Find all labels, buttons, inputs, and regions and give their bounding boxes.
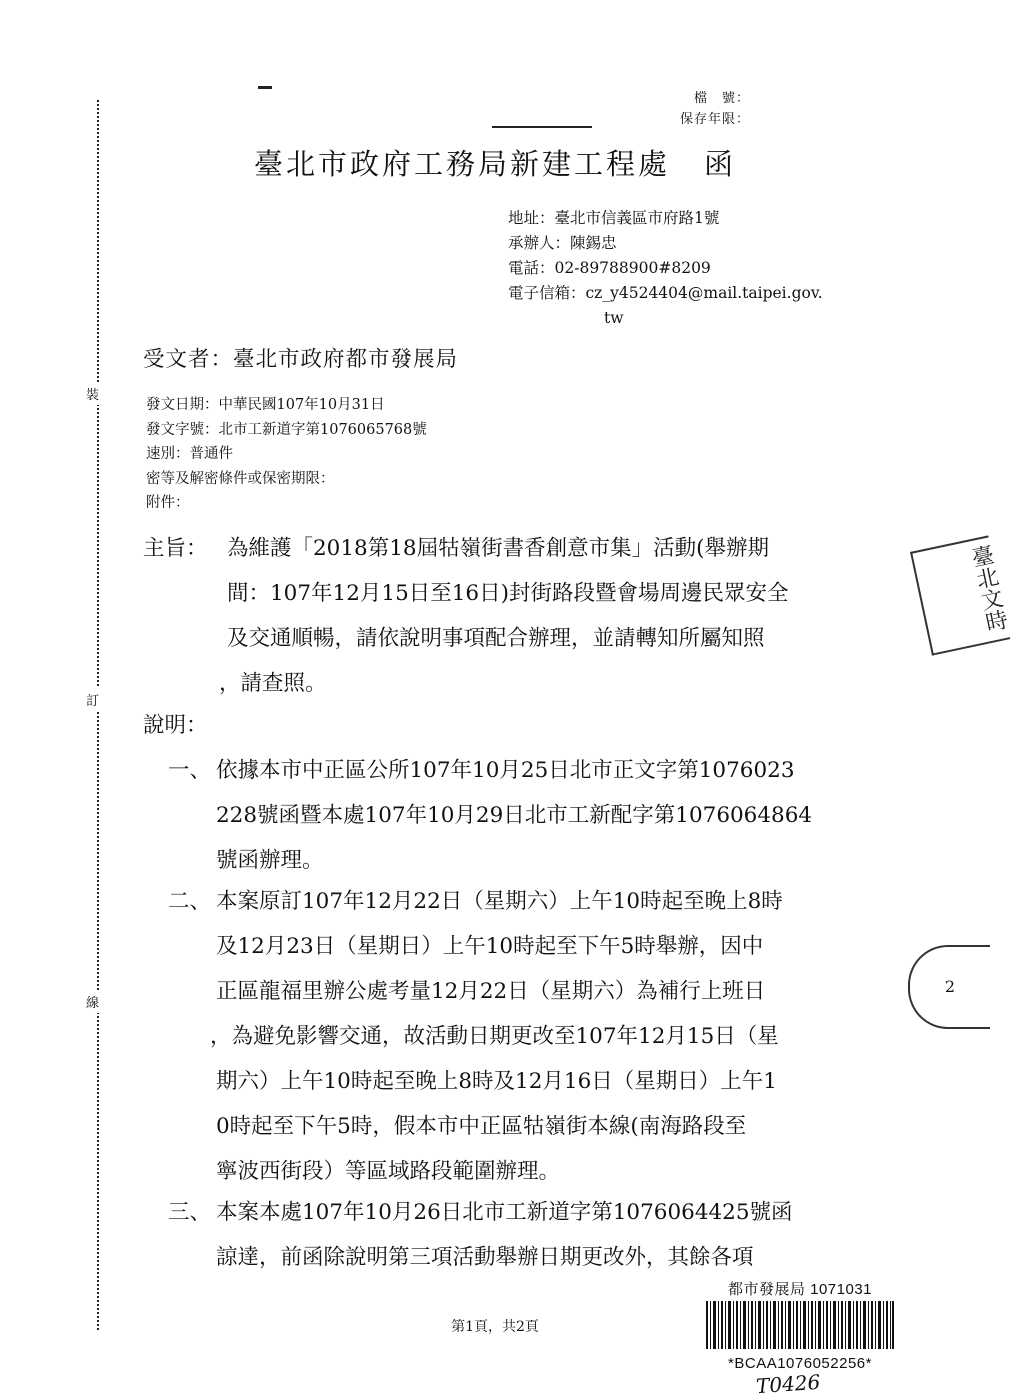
item-line: 及12月23日（星期日）上午10時起至下午5時舉辦，因中 [216, 934, 764, 959]
document-title [0, 142, 990, 183]
secrecy-level: 密等及解密條件或保密期限： [146, 470, 335, 487]
item-line: 0時起至下午5時，假本市中正區牯嶺街本線(南海路段至 [216, 1114, 747, 1139]
receipt-stamp: 臺北文時 [910, 535, 1010, 655]
file-meta [680, 88, 750, 130]
contact-block [508, 206, 908, 331]
scan-mark [492, 126, 592, 128]
handler: 承辦人：陳錫忠 [508, 234, 617, 252]
binding-char-xian: 線 [86, 990, 99, 1013]
document-type: 函 [704, 147, 737, 181]
item-number: 一、 [168, 758, 212, 783]
document-meta [146, 393, 427, 516]
subject-line: 間：107年12月15日至16日)封街路段暨會場周邊民眾安全 [227, 581, 789, 606]
subject-label: 主旨： [143, 536, 208, 561]
item-line: 正區龍福里辦公處考量12月22日（星期六）為補行上班日 [216, 979, 766, 1004]
subject-line: ，請查照。 [219, 671, 327, 696]
handwritten-note: T0426 [755, 1369, 822, 1399]
speed-class: 速別：普通件 [146, 446, 233, 462]
phone: 電話：02-89788900#8209 [508, 259, 711, 277]
address: 地址：臺北市信義區市府路1號 [508, 209, 720, 227]
retention-period-label: 保存年限： [679, 112, 750, 127]
explanation-label: 說明： [143, 713, 208, 738]
document-number: 發文字號：北市工新道字第1076065768號 [146, 421, 427, 438]
page-number: 第1頁，共2頁 [451, 1319, 539, 1335]
attachment: 附件： [146, 495, 190, 511]
binding-char-zhuang: 裝 [86, 382, 99, 405]
email-continuation: tw [604, 309, 624, 327]
item-line: 寧波西街段）等區域路段範圍辦理。 [216, 1159, 561, 1184]
binding-char-ding: 訂 [86, 688, 99, 711]
round-seal: 2 [908, 945, 990, 1029]
subject-line: 及交通順暢，請依說明事項配合辦理，並請轉知所屬知照 [227, 626, 765, 651]
item-line: 依據本市中正區公所107年10月25日北市正文字第1076023 [216, 758, 795, 783]
scan-mark [258, 86, 272, 89]
issue-date: 發文日期：中華民國107年10月31日 [146, 397, 385, 413]
receiver: 受文者：臺北市政府都市發展局 [143, 347, 459, 372]
item-number: 二、 [168, 889, 212, 914]
email: 電子信箱：cz_y4524404@mail.taipei.gov. [508, 284, 823, 302]
item-line: 228號函暨本處107年10月29日北市工新配字第1076064864 [216, 803, 813, 828]
item-line: 諒達，前函除說明第三項活動舉辦日期更改外，其餘各項 [216, 1245, 754, 1270]
barcode-number: *BCAA1076052256* [728, 1355, 872, 1372]
subject-line: 為維護「2018第18屆牯嶺街書香創意市集」活動(舉辦期 [227, 536, 769, 561]
item-line: 期六）上午10時起至晚上8時及12月16日（星期日）上午1 [216, 1069, 777, 1094]
binding-dotted-line [97, 100, 99, 1330]
issuing-organization: 臺北市政府工務局新建工程處 [253, 147, 670, 181]
item-line: 號函辦理。 [216, 848, 324, 873]
file-number-label: 檔 號： [693, 91, 750, 106]
barcode-label: 都市發展局 1071031 [727, 1281, 873, 1298]
item-line: 本案本處107年10月26日北市工新道字第1076064425號函 [216, 1200, 793, 1225]
item-line: 本案原訂107年12月22日（星期六）上午10時起至晚上8時 [216, 889, 783, 914]
item-line: ，為避免影響交通，故活動日期更改至107年12月15日（星 [210, 1024, 779, 1049]
item-number: 三、 [168, 1200, 212, 1225]
